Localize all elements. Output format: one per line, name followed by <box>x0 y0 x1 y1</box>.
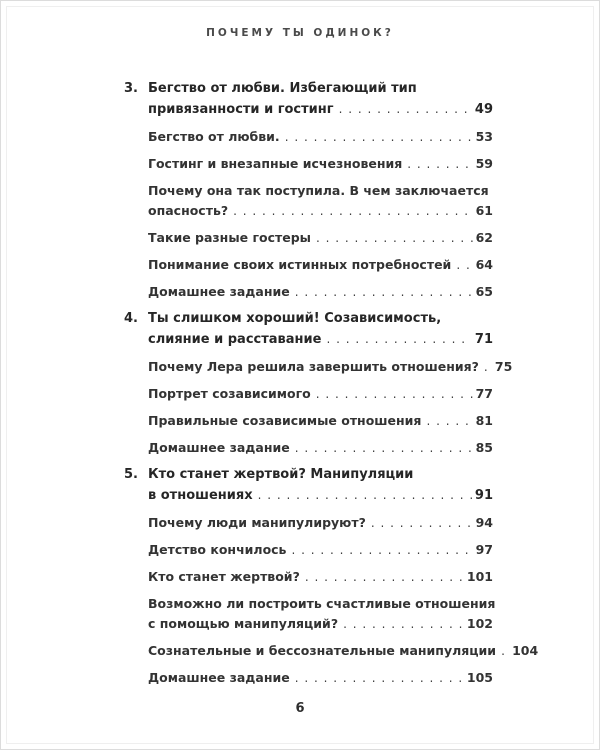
leader-dots <box>326 329 471 350</box>
leader-dots <box>316 228 473 248</box>
page-number: 101 <box>466 569 493 584</box>
toc-item <box>148 513 493 533</box>
running-head-title: ПОЧЕМУ ТЫ ОДИНОК? <box>206 27 394 39</box>
leader-dots <box>295 668 464 688</box>
item-title-line: Почему люди манипулируют? <box>148 515 366 530</box>
chapter-entry <box>124 309 493 350</box>
item-title-line: Портрет созависимого <box>148 386 311 401</box>
item-title-line: Домашнее задание <box>148 440 290 455</box>
leader-dots <box>407 154 472 174</box>
page-number: 94 <box>475 515 493 530</box>
page-number: 102 <box>466 616 493 631</box>
chapter-title-line: Кто станет жертвой? Манипуляции <box>148 467 414 482</box>
toc-item <box>148 641 539 661</box>
page-number: 75 <box>494 359 513 374</box>
toc-item <box>148 567 493 587</box>
leader-dots <box>258 485 472 506</box>
chapter-entry <box>124 465 493 506</box>
toc-item <box>148 255 493 275</box>
table-of-contents <box>124 79 539 695</box>
leader-dots <box>339 99 472 120</box>
page-number: 85 <box>475 440 493 455</box>
leader-dots <box>295 438 473 458</box>
item-title-line: Почему Лера решила завершить отношения? <box>148 359 479 374</box>
page-number: 53 <box>475 129 493 144</box>
chapter-title-line: в отношениях <box>148 488 253 503</box>
toc-item <box>148 540 493 560</box>
leader-dots <box>426 411 472 431</box>
page-number: 91 <box>474 488 493 503</box>
toc-item <box>148 594 496 634</box>
page-number: 64 <box>475 257 493 272</box>
leader-dots <box>484 357 492 377</box>
page-number: 62 <box>475 230 493 245</box>
toc-item <box>148 154 493 174</box>
toc-item <box>148 181 493 221</box>
item-title-line: Кто станет жертвой? <box>148 569 300 584</box>
toc-item <box>148 228 493 248</box>
page-number: 61 <box>475 203 493 218</box>
item-title-line: опасность? <box>148 203 229 218</box>
toc-item <box>148 668 493 688</box>
chapter-title-line: слияние и расставание <box>148 332 322 347</box>
chapter-title-line: Бегство от любви. Избегающий тип <box>148 81 417 96</box>
chapter-entry <box>124 79 493 120</box>
leader-dots <box>316 384 473 404</box>
toc-item <box>148 411 493 431</box>
item-title-line: Бегство от любви. <box>148 129 280 144</box>
item-title-line: Домашнее задание <box>148 284 290 299</box>
leader-dots <box>295 282 473 302</box>
leader-dots <box>501 641 509 661</box>
page-number: 81 <box>475 413 493 428</box>
toc-item <box>148 438 493 458</box>
item-title-line: Понимание своих истинных потребностей <box>148 257 452 272</box>
page-number: 97 <box>475 542 493 557</box>
chapter-title-line: привязанности и гостинг <box>148 102 334 117</box>
chapter-number: 4. <box>124 311 138 326</box>
page-number: 49 <box>474 102 493 117</box>
page-number: 105 <box>466 670 493 685</box>
folio-page-number: 6 <box>295 701 305 716</box>
leader-dots <box>291 540 472 560</box>
toc-item <box>148 127 493 147</box>
leader-dots <box>233 201 472 221</box>
leader-dots <box>305 567 464 587</box>
item-title-line: с помощью манипуляций? <box>148 616 339 631</box>
page-number: 77 <box>475 386 493 401</box>
toc-item <box>148 384 493 404</box>
item-title-line: Такие разные гостеры <box>148 230 311 245</box>
leader-dots <box>371 513 473 533</box>
leader-dots <box>343 614 464 634</box>
page-number: 65 <box>475 284 493 299</box>
toc-item <box>148 357 513 377</box>
toc-item <box>148 282 493 302</box>
item-title-line: Почему она так поступила. В чем заключается <box>148 183 489 198</box>
item-title-line: Возможно ли построить счастливые отношения <box>148 596 496 611</box>
item-title-line: Домашнее задание <box>148 670 290 685</box>
item-title-line: Сознательные и бессознательные манипуляции <box>148 643 497 658</box>
chapter-number: 3. <box>124 81 138 96</box>
chapter-number: 5. <box>124 467 138 482</box>
page-number: 71 <box>474 332 493 347</box>
page-number: 59 <box>475 156 493 171</box>
leader-dots <box>456 255 472 275</box>
chapter-title-line: Ты слишком хороший! Созависимость, <box>148 311 442 326</box>
page-number: 104 <box>512 643 539 658</box>
item-title-line: Гостинг и внезапные исчезновения <box>148 156 403 171</box>
leader-dots <box>285 127 473 147</box>
item-title-line: Детство кончилось <box>148 542 287 557</box>
item-title-line: Правильные созависимые отношения <box>148 413 422 428</box>
